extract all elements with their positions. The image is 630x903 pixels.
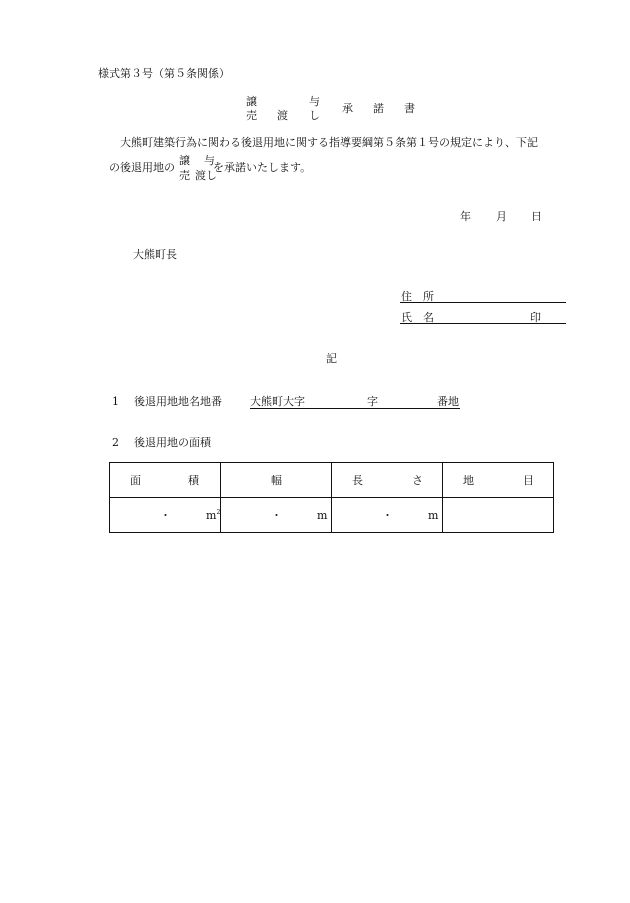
body-option-1-char-2: 与 <box>204 154 215 167</box>
title-option-1-char-1: 譲 <box>246 95 257 108</box>
header-land-char-1: 地 <box>463 474 474 487</box>
item-1-aza: 字 <box>367 395 378 408</box>
item-1-label: 後退用地地名地番 <box>134 395 222 408</box>
body-line-1: 大熊町建築行為に関わる後退用地に関する指導要綱第５条第１号の規定により、下記 <box>120 136 538 149</box>
recipient: 大熊町長 <box>133 248 177 261</box>
header-area-char-2: 積 <box>188 474 199 487</box>
body-line-2-prefix: の後退用地の <box>109 161 175 174</box>
item-1-banchi: 番地 <box>437 395 459 408</box>
header-land-category <box>443 463 554 498</box>
area-unit-superscript: 2 <box>216 509 221 516</box>
land-category-value-cell[interactable] <box>443 498 554 533</box>
seal-mark: 印 <box>530 311 541 324</box>
title-word-char-1: 承 <box>342 102 353 115</box>
title-option-2-char-2: 渡 <box>277 109 288 122</box>
header-area-char-1: 面 <box>130 474 141 487</box>
item-1-number: 1 <box>112 395 119 408</box>
area-unit: $m^2$ <box>206 509 221 522</box>
body-option-2-part-2: 渡し <box>195 169 217 182</box>
ki-heading: 記 <box>326 352 337 365</box>
area-table <box>109 462 554 533</box>
title-word <box>342 103 435 114</box>
table-header-row <box>110 463 554 498</box>
title-option-2-char-3: し <box>309 109 320 122</box>
item-1-town: 大熊町大字 <box>250 395 305 408</box>
date-day: 日 <box>531 210 542 223</box>
body-option-2-part-1: 売 <box>179 169 190 182</box>
body-option-1-char-1: 譲 <box>179 154 190 167</box>
length-unit: m <box>428 509 439 522</box>
title-option-2-char-1: 売 <box>246 109 257 122</box>
header-width-char: 幅 <box>271 474 282 487</box>
form-number-label: 様式第３号（第５条関係） <box>98 67 230 80</box>
item-2-label: 後退用地の面積 <box>134 436 211 449</box>
header-length-char-1: 長 <box>352 474 363 487</box>
address-field-line[interactable] <box>400 302 566 303</box>
date-year: 年 <box>460 210 471 223</box>
area-value-cell[interactable] <box>110 498 221 533</box>
item-1-address-line[interactable] <box>250 408 460 409</box>
width-decimal-dot: ・ <box>271 509 282 522</box>
title-word-char-2: 諾 <box>373 102 384 115</box>
body-line-2-suffix: を承諾いたします。 <box>213 161 312 174</box>
length-decimal-dot: ・ <box>382 509 393 522</box>
table-row <box>110 498 554 533</box>
width-unit: m <box>317 509 328 522</box>
width-value-cell[interactable] <box>221 498 332 533</box>
title-option-1-char-2: 与 <box>309 95 320 108</box>
header-width <box>221 463 332 498</box>
header-length <box>332 463 443 498</box>
header-area <box>110 463 221 498</box>
address-label: 住 所 <box>401 290 434 303</box>
name-field-line[interactable] <box>400 323 566 324</box>
header-length-char-2: さ <box>412 474 423 487</box>
header-land-char-2: 目 <box>523 474 534 487</box>
area-decimal-dot: ・ <box>160 509 171 522</box>
length-value-cell[interactable] <box>332 498 443 533</box>
title-word-char-3: 書 <box>404 102 415 115</box>
item-2-number: 2 <box>112 436 119 449</box>
name-label: 氏 名 <box>401 311 434 324</box>
date-month: 月 <box>496 210 507 223</box>
